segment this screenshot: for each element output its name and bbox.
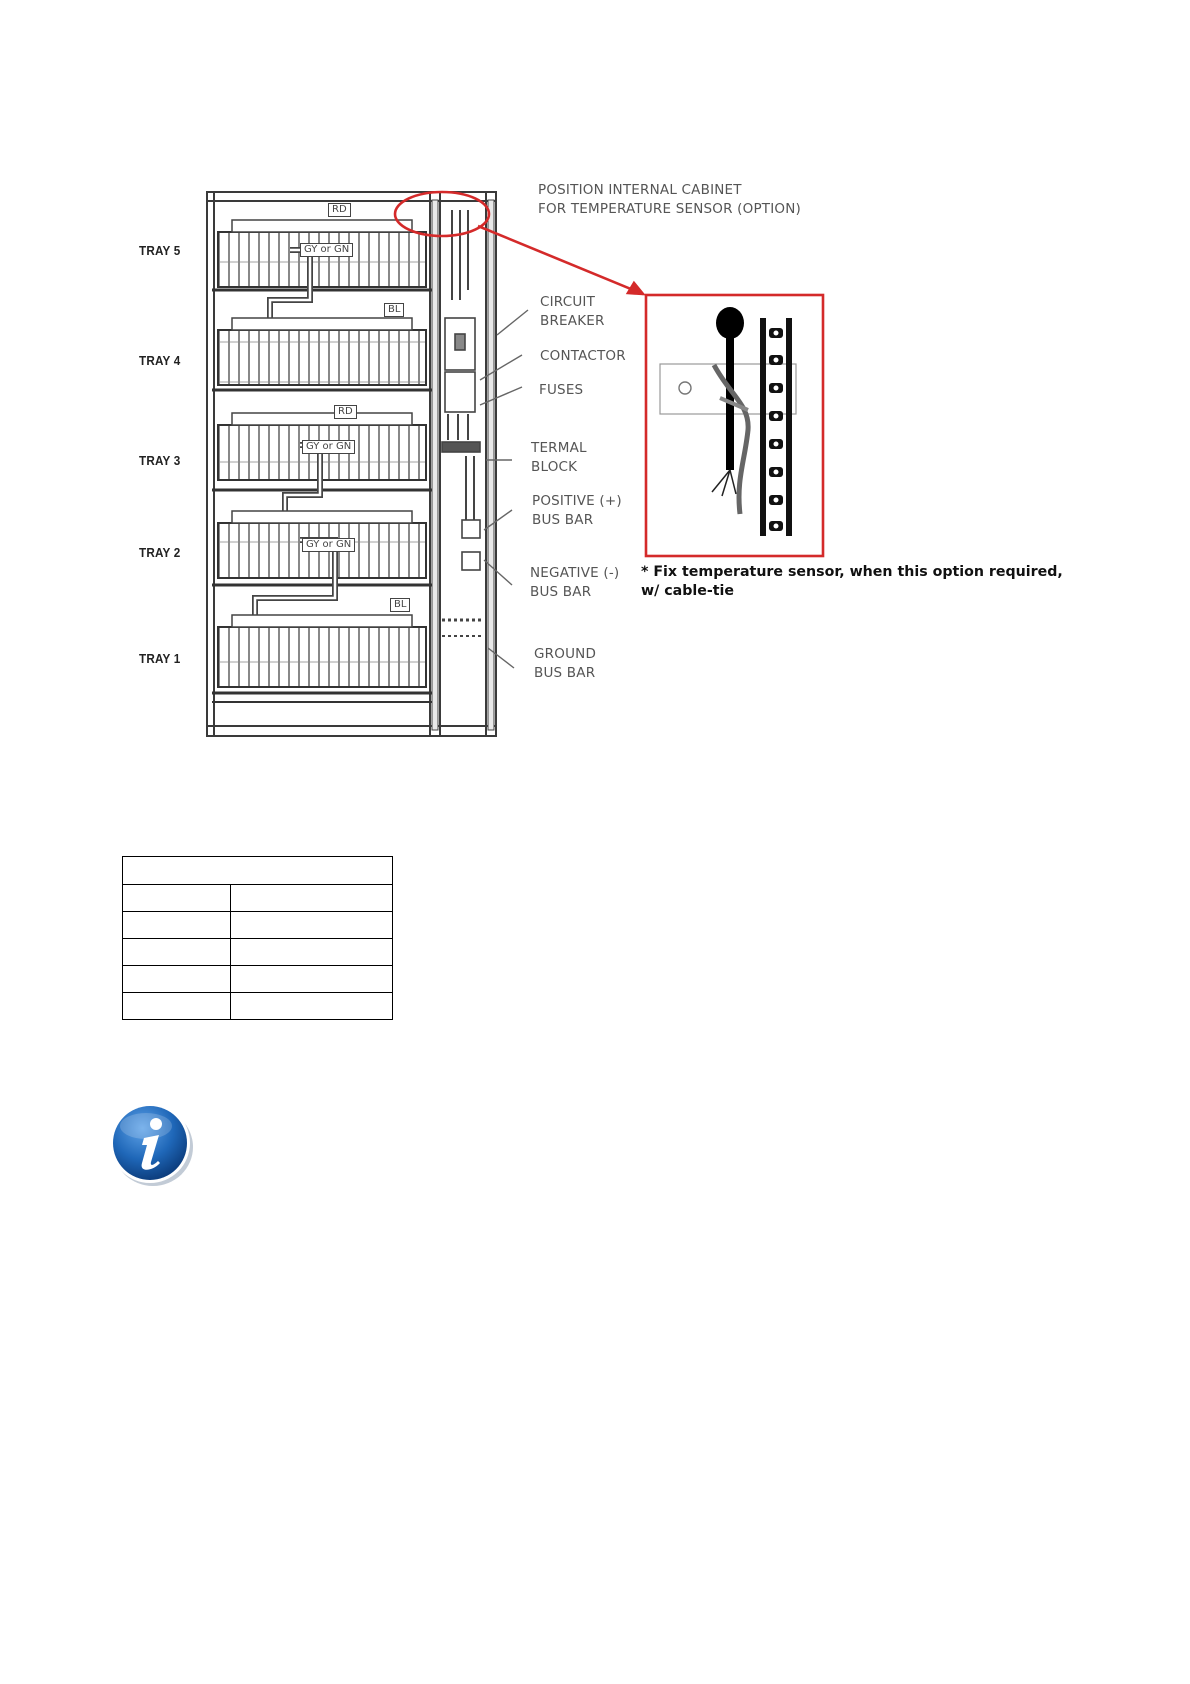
callout-contactor: CONTACTOR	[540, 348, 626, 364]
callout-line: BUS BAR	[530, 584, 592, 600]
cable-tag-rd: RD	[334, 405, 357, 419]
table-row	[123, 912, 393, 939]
info-icon	[108, 1100, 194, 1186]
battery-cabinet-diagram	[0, 0, 1190, 760]
sensor-detail-inset	[660, 307, 796, 536]
tray-1-label: TRAY 1	[139, 651, 181, 666]
table-row	[123, 966, 393, 993]
table-cell	[231, 993, 393, 1020]
callout-line: BLOCK	[531, 459, 578, 475]
callout-line: NEGATIVE (-)	[530, 565, 620, 581]
table-cell	[123, 885, 231, 912]
table-cell	[231, 966, 393, 993]
table-cell	[123, 966, 231, 993]
tray-5-label: TRAY 5	[139, 243, 181, 258]
sensor-note	[641, 563, 1063, 601]
callout-fuses: FUSES	[539, 382, 584, 398]
callout-line: GROUND	[534, 646, 597, 662]
callout-line: POSITION INTERNAL CABINET	[538, 182, 742, 198]
table-cell	[123, 939, 231, 966]
table-row	[123, 885, 393, 912]
callout-line: POSITIVE (+)	[532, 493, 622, 509]
tray-4-label: TRAY 4	[139, 353, 181, 368]
callout-sensor-position	[538, 181, 801, 219]
cable-tag-gy-gn: GY or GN	[300, 243, 353, 257]
tray-4-drawing	[212, 318, 432, 390]
table-header-row	[123, 857, 393, 885]
tray-3-drawing	[212, 413, 432, 520]
sensor-note-line: w/ cable-tie	[641, 583, 735, 599]
tray-1-drawing	[212, 615, 432, 702]
callout-line: CIRCUIT	[540, 294, 596, 310]
callout-line: BREAKER	[540, 313, 605, 329]
cable-tag-bl: BL	[390, 598, 410, 612]
table-cell	[231, 885, 393, 912]
table-row	[123, 939, 393, 966]
table-row	[123, 993, 393, 1020]
callout-line: BUS BAR	[532, 512, 594, 528]
cable-tag-gy-gn: GY or GN	[302, 538, 355, 552]
callout-line: TERMAL	[531, 440, 587, 456]
table-header-cell	[123, 857, 393, 885]
table-cell	[231, 939, 393, 966]
cable-tag-bl: BL	[384, 303, 404, 317]
callout-line: BUS BAR	[534, 665, 596, 681]
callout-positive-bus-bar	[532, 492, 622, 530]
table-cell	[123, 993, 231, 1020]
table-cell	[123, 912, 231, 939]
callout-negative-bus-bar	[530, 564, 619, 602]
tray-3-label: TRAY 3	[139, 453, 181, 468]
tray-2-label: TRAY 2	[139, 545, 181, 560]
empty-table	[122, 856, 393, 1020]
sensor-note-line: * Fix temperature sensor, when this option required,	[641, 564, 1063, 580]
cable-tag-rd: RD	[328, 203, 351, 217]
callout-ground-bus-bar	[534, 645, 596, 683]
callout-line: FOR TEMPERATURE SENSOR (OPTION)	[538, 201, 802, 217]
callout-terminal-block	[531, 439, 587, 477]
callout-circuit-breaker	[540, 293, 605, 331]
cable-tag-gy-gn: GY or GN	[302, 440, 355, 454]
table-cell	[231, 912, 393, 939]
